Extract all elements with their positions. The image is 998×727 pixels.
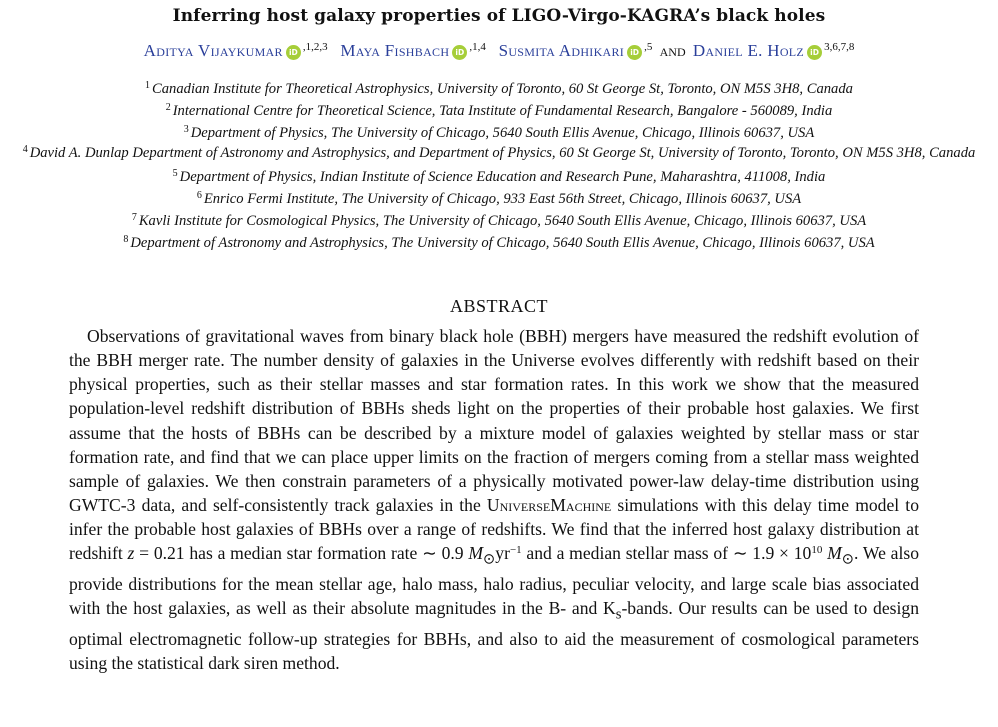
- affiliation-item: [0, 188, 998, 210]
- affiliation-text: Department of Physics, The University of Chicago, 5640 South Ellis Avenue, Chicago, Illinois 60637, USA: [190, 125, 815, 141]
- affiliation-number: 3: [183, 124, 189, 135]
- author-affil-marks: 3,6,7,8: [824, 41, 855, 53]
- affiliation-item: [0, 78, 998, 100]
- author-list: [0, 41, 998, 61]
- paper-title: Inferring host galaxy properties of LIGO-Virgo-KAGRA’s black holes: [172, 6, 826, 26]
- affiliation-item: [0, 166, 998, 188]
- ks-subscript: s: [615, 606, 622, 623]
- sfr-value: ∼ 0.9: [422, 543, 469, 564]
- affiliation-number: 7: [131, 212, 137, 223]
- affiliation-number: 8: [123, 234, 129, 245]
- abstract-heading: ABSTRACT: [449, 296, 549, 316]
- abstract-text: simulations with this delay time model to infer the probable host galaxies of BBHs over a range of redshifts. We find that the inferred host galaxy distribution at redshift: [69, 495, 919, 564]
- orcid-icon[interactable]: iD: [807, 45, 822, 60]
- affiliation-text: International Centre for Theoretical Science, Tata Institute of Fundamental Research, Bangalore - 560089, India: [172, 103, 833, 119]
- author-affil-marks: ,1,4: [469, 41, 486, 53]
- sfr-exponent: −1: [509, 544, 522, 557]
- author-link[interactable]: Aditya Vijaykumar: [143, 41, 283, 60]
- affiliation-item: [0, 232, 998, 254]
- sun-symbol: ⊙: [841, 551, 855, 568]
- affiliation-item: [0, 210, 998, 232]
- orcid-icon[interactable]: iD: [452, 45, 467, 60]
- affiliation-item: [19, 144, 979, 162]
- author-link[interactable]: Daniel E. Holz: [692, 41, 805, 60]
- affiliation-number: 2: [165, 102, 171, 113]
- sfr-unit: M: [468, 543, 484, 564]
- affiliation-item: [0, 100, 998, 122]
- sun-symbol: ⊙: [483, 551, 496, 568]
- author-affil-marks: ,5: [644, 41, 653, 53]
- author-affil-marks: ,1,2,3: [302, 41, 328, 53]
- affiliation-text: Department of Physics, Indian Institute of Science Education and Research Pune, Maharashtra, 411008, India: [179, 169, 826, 185]
- mass-exponent: 10: [811, 544, 823, 557]
- affiliation-item: [0, 122, 998, 144]
- affiliation-number: 1: [145, 80, 151, 91]
- abstract-text: Observations of gravitational waves from binary black hole (BBH) mergers have measured the redshift evolution of the BBH merger rate. The number density of galaxies in the Universe evolves differently with redshift based on their physical properties, such as their stellar masses and star formation rates. In this work we show that the measured population-level redshift distribution of BBHs sheds light on the properties of their probable host galaxies. We first assume that the hosts of BBHs can be described by a mixture model of galaxies weighted by stellar mass or star formation rate, and find that we can place upper limits on the fraction of mergers coming from a stellar mass weighted sample of galaxies. We then constrain parameters of a physically motivated power-law delay-time distribution using GWTC-3 data, and self-consistently track galaxies in the: [69, 326, 919, 516]
- mass-value: ∼ 1.9 × 10: [732, 543, 812, 564]
- sfr-yr: yr: [495, 543, 510, 564]
- author-link[interactable]: Maya Fishbach: [340, 41, 450, 60]
- simulation-name: UniverseMachine: [486, 495, 612, 516]
- orcid-icon[interactable]: iD: [286, 45, 301, 60]
- affiliation-text: Kavli Institute for Cosmological Physics, The University of Chicago, 5640 South Ellis Avenue, Chicago, Illinois 60637, USA: [138, 213, 867, 229]
- abstract-text: and a median stellar mass of: [521, 543, 733, 564]
- author-link[interactable]: Susmita Adhikari: [498, 41, 625, 60]
- redshift-symbol: z: [127, 543, 135, 564]
- abstract-text: -bands. Our results can be used to design optimal electromagnetic follow-up strategies for BBHs, and also to aid the measurement of cosmological parameters using the statistical dark siren method.: [69, 598, 919, 674]
- affiliation-number: 4: [22, 144, 28, 155]
- and-separator: and: [659, 41, 686, 60]
- abstract-body: [69, 324, 919, 675]
- mass-unit: M: [822, 543, 842, 564]
- affiliation-number: 6: [196, 190, 202, 201]
- affiliation-text: David A. Dunlap Department of Astronomy and Astrophysics, and Department of Physics, 60 St George St, University of Toronto, Toronto, ON M5S 3H8, Canada: [29, 145, 976, 161]
- affiliation-text: Enrico Fermi Institute, The University of Chicago, 933 East 56th Street, Chicago, Illinois 60637, USA: [203, 191, 802, 207]
- abstract-text: . We also provide distributions for the mean stellar age, halo mass, halo radius, peculiar velocity, and large scale bias associated with the host galaxies, as well as their absolute magnitudes in the B- and K: [69, 543, 919, 619]
- redshift-value: = 0.21: [134, 543, 185, 564]
- abstract-text: has a median star formation rate: [184, 543, 423, 564]
- affiliation-text: Canadian Institute for Theoretical Astrophysics, University of Toronto, 60 St George St, Toronto, ON M5S 3H8, Canada: [152, 81, 853, 97]
- orcid-icon[interactable]: iD: [627, 45, 642, 60]
- affiliation-text: Department of Astronomy and Astrophysics, The University of Chicago, 5640 South Ellis Avenue, Chicago, Illinois 60637, USA: [130, 235, 875, 251]
- affiliation-number: 5: [172, 168, 178, 179]
- affiliation-list: [0, 78, 998, 254]
